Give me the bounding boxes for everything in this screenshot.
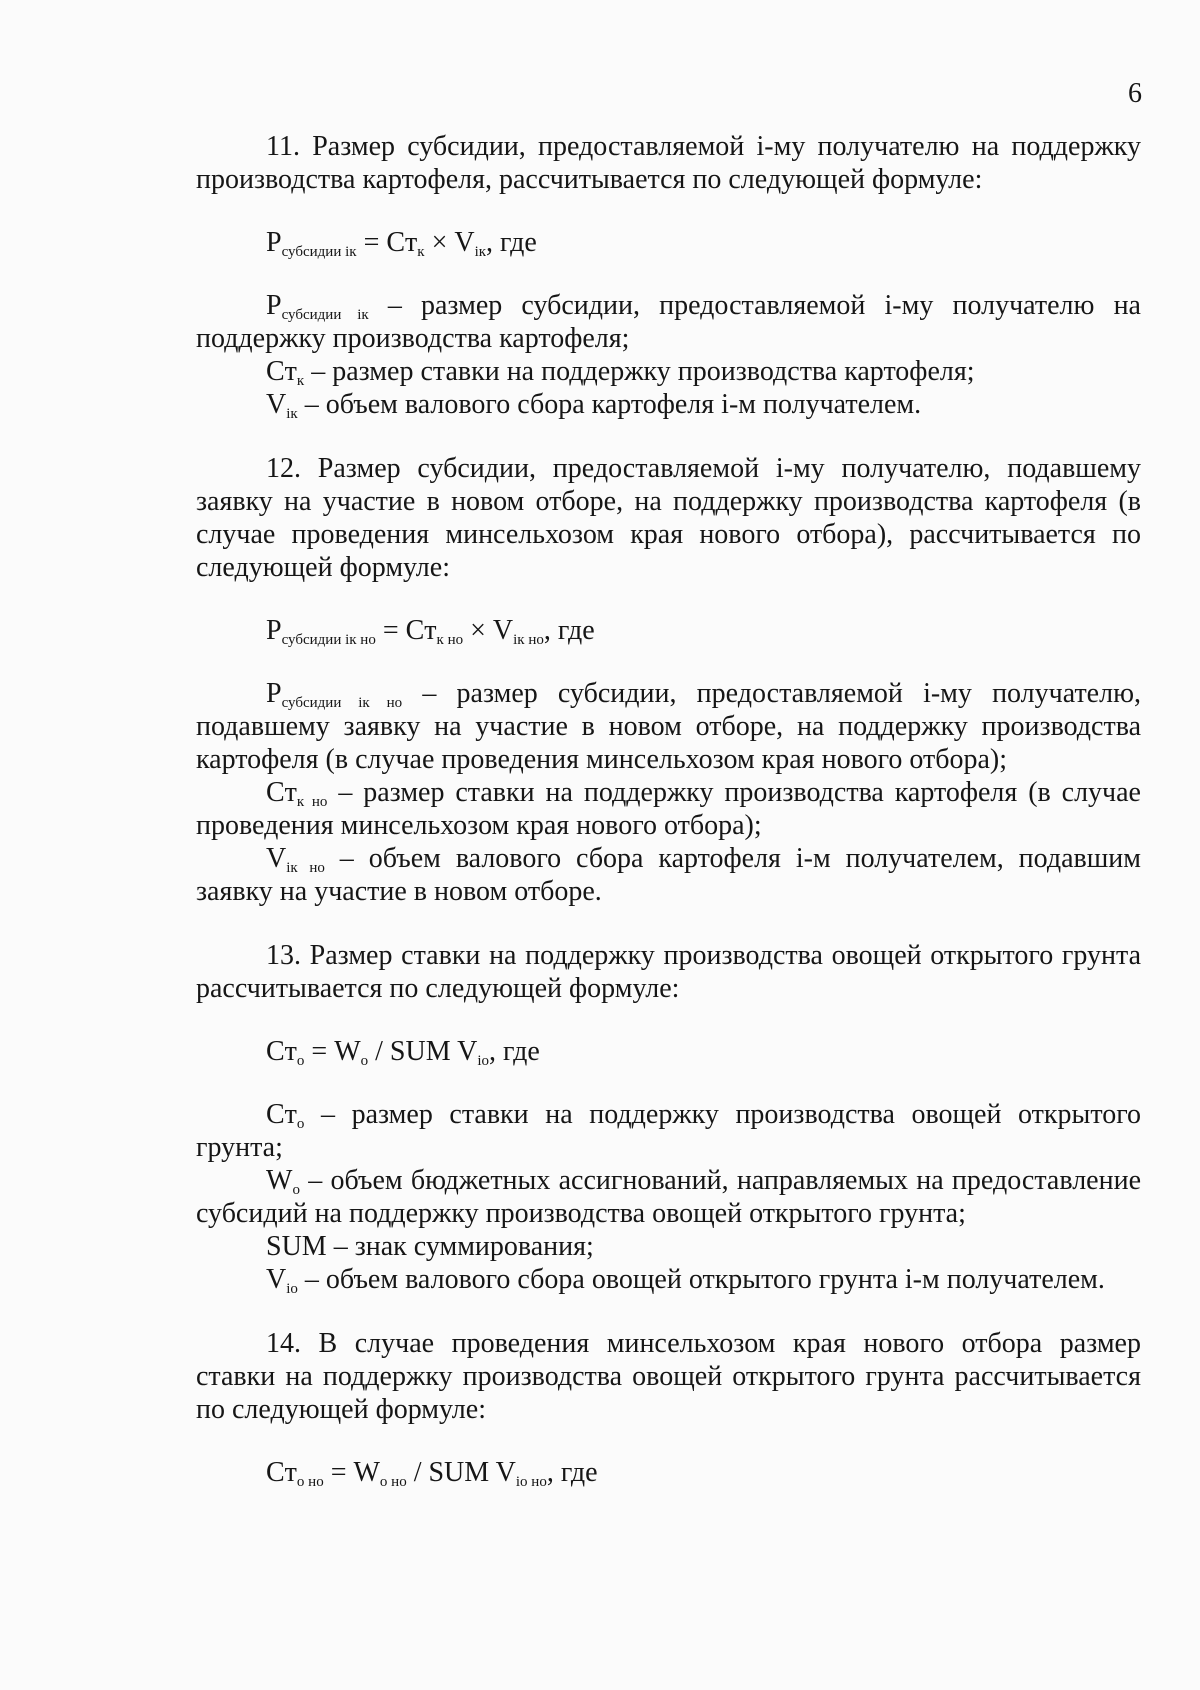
definition-12-3: $V_{iк но}$ – объем валового сбора картофеля i-м получателем, подавшим заявку на участие в новом отборе. bbox=[196, 843, 1141, 907]
page-content bbox=[196, 130, 1141, 1489]
formula-13: $Cт_о = W_о$ / SUM $V_{iо}$, где bbox=[266, 1036, 540, 1069]
formula-11: $P_{субсидии iк} = Cт_к \times V_{iк}$, где bbox=[266, 227, 537, 260]
definition-11-2: $Cт_к$ – размер ставки на поддержку производства картофеля; bbox=[266, 356, 975, 389]
paragraph-13: 13. Размер ставки на поддержку производства овощей открытого грунта рассчитывается по следующей формуле: bbox=[196, 940, 1141, 1004]
definition-13-3: SUM – знак суммирования; bbox=[266, 1231, 594, 1262]
paragraph-12: 12. Размер субсидии, предоставляемой i-му получателю, подавшему заявку на участие в новом отборе, на поддержку производства картофеля (в случае проведения минсельхозом края нового отбора), рассчитывается по следующей формуле: bbox=[196, 453, 1141, 583]
definition-11-1: $P_{субсидии iк}$ – размер субсидии, предоставляемой i-му получателю на поддержку производства картофеля; bbox=[196, 290, 1141, 354]
page-number: 6 bbox=[1128, 78, 1142, 109]
definition-13-1: $Cт_о$ – размер ставки на поддержку производства овощей открытого грунта; bbox=[196, 1099, 1141, 1163]
definition-13-4: $V_{iо}$ – объем валового сбора овощей открытого грунта i-м получателем. bbox=[266, 1264, 1105, 1297]
definition-11-3: $V_{iк}$ – объем валового сбора картофеля i-м получателем. bbox=[266, 389, 922, 422]
formula-14: $Cт_{о но} = W_{о но}$ / SUM $V_{iо но}$, где bbox=[266, 1457, 598, 1490]
definition-13-2: $W_о$ – объем бюджетных ассигнований, направляемых на предоставление субсидий на поддержку производства овощей открытого грунта; bbox=[196, 1165, 1141, 1229]
paragraph-11: 11. Размер субсидии, предоставляемой i-му получателю на поддержку производства картофеля, рассчитывается по следующей формуле: bbox=[196, 131, 1141, 195]
definition-12-2: $Cт_{к но}$ – размер ставки на поддержку производства картофеля (в случае проведения минсельхозом края нового отбора); bbox=[196, 777, 1141, 841]
paragraph-14: 14. В случае проведения минсельхозом края нового отбора размер ставки на поддержку производства овощей открытого грунта рассчитывается по следующей формуле: bbox=[196, 1328, 1141, 1425]
definition-12-1: $P_{субсидии iк но}$ – размер субсидии, предоставляемой i-му получателю, подавшему заявку на участие в новом отборе, на поддержку производства картофеля (в случае проведения минсельхозом края нового отбора); bbox=[196, 678, 1141, 775]
formula-12: $P_{субсидии iк но} = Cт_{к но} \times V_{iк но}$, где bbox=[266, 615, 595, 648]
